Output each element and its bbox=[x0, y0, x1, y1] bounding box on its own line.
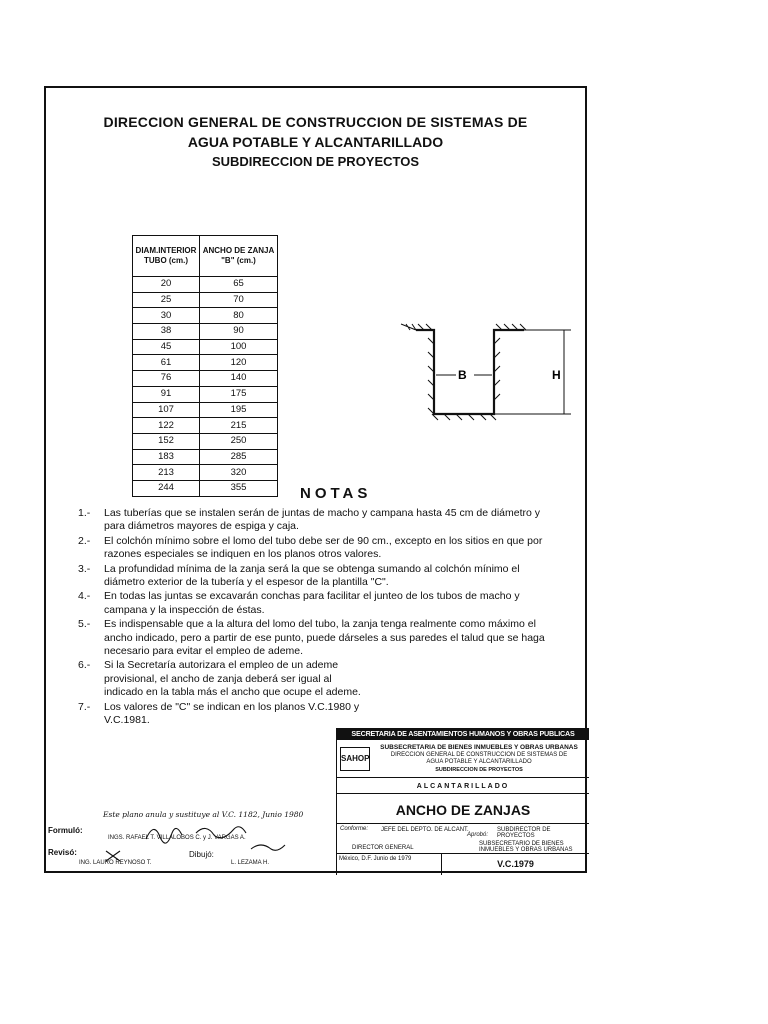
col-header-width: ANCHO DE ZANJA "B" (cm.) bbox=[200, 236, 278, 277]
label-h: H bbox=[552, 368, 561, 382]
table-row bbox=[133, 480, 278, 496]
diameter-cell: 45 bbox=[133, 339, 200, 355]
date-cell bbox=[337, 854, 442, 875]
title-block bbox=[336, 728, 589, 875]
diameter-cell: 30 bbox=[133, 308, 200, 324]
diameter-cell: 244 bbox=[133, 480, 200, 496]
annul-note: Este plano anula y sustituye al V.C. 1182, Junio 1980 bbox=[103, 810, 304, 819]
subdirector-label: SUBDIRECTOR DE PROYECTOS bbox=[497, 827, 551, 839]
drawing-sheet bbox=[44, 86, 587, 873]
width-cell: 140 bbox=[200, 371, 278, 387]
note-num: 3.- bbox=[78, 562, 91, 575]
header-line-1: DIRECCION GENERAL DE CONSTRUCCION DE SISTEMAS DE bbox=[103, 114, 528, 130]
drawing-code: V.C.1979 bbox=[497, 859, 534, 869]
agency-row bbox=[337, 740, 589, 778]
note-text: Las tuberías que se instalen serán de juntas de macho y campana hasta 45 cm de diámetro y para diámetros mayores de espiga y caja. bbox=[104, 507, 541, 533]
direccion-general: DIRECCION GENERAL DE CONSTRUCCION DE SISTEMAS DE bbox=[390, 752, 568, 758]
diameter-cell: 20 bbox=[133, 277, 200, 293]
width-cell: 80 bbox=[200, 308, 278, 324]
note-num: 6.- bbox=[78, 659, 91, 672]
jefe-label: JEFE DEL DEPTO. DE ALCANT. bbox=[381, 827, 469, 833]
note-text: El colchón mínimo sobre el lomo del tubo debe ser de 90 cm., excepto en los sitios en que por razones especiales se indiquen en los planos otros valores. bbox=[104, 534, 543, 561]
footer-row bbox=[337, 854, 589, 875]
note-4 bbox=[78, 590, 558, 617]
table-row bbox=[133, 433, 278, 449]
note-5 bbox=[78, 618, 558, 658]
note-num: 4.- bbox=[78, 590, 91, 603]
width-cell: 320 bbox=[200, 465, 278, 481]
note-num: 5.- bbox=[78, 618, 91, 631]
note-num: 7.- bbox=[78, 700, 91, 713]
trench-diagram bbox=[396, 318, 576, 436]
label-b: B bbox=[458, 368, 467, 382]
formulo-names: INGS. RAFAEL T. VILLALOBOS C. y J. VARGAS A. bbox=[108, 835, 246, 841]
diameter-cell: 107 bbox=[133, 402, 200, 418]
notes-list bbox=[78, 507, 558, 729]
signatures bbox=[46, 803, 336, 873]
table-row bbox=[133, 371, 278, 387]
notas-title: NOTAS bbox=[300, 485, 372, 502]
width-cell: 250 bbox=[200, 433, 278, 449]
note-text: La profundidad mínima de la zanja será la que se obtenga sumando al colchón mínimo el diámetro exterior de la tubería y el espesor de la plantilla "C". bbox=[104, 562, 520, 589]
width-cell: 100 bbox=[200, 339, 278, 355]
width-cell: 285 bbox=[200, 449, 278, 465]
table-row bbox=[133, 449, 278, 465]
diameter-cell: 25 bbox=[133, 292, 200, 308]
width-cell: 90 bbox=[200, 324, 278, 340]
table-row bbox=[133, 402, 278, 418]
reviso-name: ING. LAURO REYNOSO T. bbox=[79, 860, 152, 866]
signature-mark bbox=[251, 845, 285, 850]
subdireccion: SUBDIRECCION DE PROYECTOS bbox=[435, 767, 523, 773]
table-row bbox=[133, 465, 278, 481]
header-line-3: SUBDIRECCION DE PROYECTOS bbox=[211, 154, 420, 169]
note-text: Los valores de "C" se indican en los planos V.C.1980 y V.C.1981. bbox=[104, 700, 360, 727]
dibujo-name: L. LEZAMA H. bbox=[231, 860, 270, 866]
signature-mark bbox=[146, 828, 182, 843]
diameter-cell: 61 bbox=[133, 355, 200, 371]
agua-potable: AGUA POTABLE Y ALCANTARILLADO bbox=[426, 759, 532, 765]
width-cell: 175 bbox=[200, 386, 278, 402]
col-header-diameter: DIAM.INTERIOR TUBO (cm.) bbox=[133, 236, 200, 277]
subsecretario-label: SUBSECRETARIO DE BIENES INMUEBLES Y OBRAS URBANAS bbox=[479, 841, 573, 853]
formulo-label: Formuló: bbox=[48, 826, 83, 835]
width-cell: 70 bbox=[200, 292, 278, 308]
table-row bbox=[133, 277, 278, 293]
table-body bbox=[133, 277, 278, 497]
diameter-cell: 152 bbox=[133, 433, 200, 449]
note-7 bbox=[78, 701, 369, 728]
trench-width-table bbox=[132, 235, 278, 497]
width-cell: 120 bbox=[200, 355, 278, 371]
note-num: 2.- bbox=[78, 534, 91, 547]
diameter-cell: 76 bbox=[133, 371, 200, 387]
signature-mark bbox=[106, 851, 120, 861]
note-6 bbox=[78, 659, 369, 699]
sahop-logo: SAHOP bbox=[340, 747, 370, 771]
note-3 bbox=[78, 563, 558, 590]
width-cell: 195 bbox=[200, 402, 278, 418]
width-cell: 65 bbox=[200, 277, 278, 293]
table-row bbox=[133, 418, 278, 434]
drawing-title: ANCHO DE ZANJAS bbox=[337, 794, 589, 824]
diameter-cell: 183 bbox=[133, 449, 200, 465]
table-row bbox=[133, 355, 278, 371]
diameter-cell: 122 bbox=[133, 418, 200, 434]
diameter-cell: 91 bbox=[133, 386, 200, 402]
drawing-date: México, D.F. Junio de 1979 bbox=[339, 856, 412, 862]
note-2 bbox=[78, 535, 558, 562]
table-row bbox=[133, 308, 278, 324]
table-row bbox=[133, 324, 278, 340]
secretaria-banner: SECRETARIA DE ASENTAMIENTOS HUMANOS Y OBRAS PUBLICAS bbox=[337, 728, 589, 740]
table-row bbox=[133, 292, 278, 308]
note-text: En todas las juntas se excavarán conchas para facilitar el junteo de los tubos de macho y campana y la inspección de éstas. bbox=[104, 590, 520, 616]
note-1 bbox=[78, 507, 558, 534]
note-num: 1.- bbox=[78, 507, 91, 519]
table-row bbox=[133, 339, 278, 355]
width-cell: 215 bbox=[200, 418, 278, 434]
reviso-label: Revisó: bbox=[48, 848, 77, 857]
approvals-row bbox=[337, 824, 589, 854]
note-text: Es indispensable que a la altura del lomo del tubo, la zanja tenga realmente como máximo el ancho indicado, pero a partir de ese punto, puede dárseles a sus paredes el talud que se haga necesario para evitar el empleo de ademe. bbox=[104, 618, 545, 658]
alcantarillado-label: ALCANTARILLADO bbox=[337, 780, 589, 794]
aprobo-label: Aprobó: bbox=[467, 832, 489, 838]
diameter-cell: 213 bbox=[133, 465, 200, 481]
subsecretaria: SUBSECRETARIA DE BIENES INMUEBLES Y OBRAS URBANAS bbox=[380, 744, 578, 751]
signature-mark bbox=[196, 827, 246, 838]
width-cell: 355 bbox=[200, 480, 278, 496]
conforme-label: Conforme: bbox=[340, 826, 369, 832]
header-line-2: AGUA POTABLE Y ALCANTARILLADO bbox=[187, 134, 444, 150]
note-text: Si la Secretaría autorizara el empleo de un ademe provisional, el ancho de zanja deberá ser igual al indicado en la tabla más el ancho que ocupe el ademe. bbox=[104, 659, 361, 699]
table-row bbox=[133, 386, 278, 402]
diameter-cell: 38 bbox=[133, 324, 200, 340]
dibujo-label: Dibujó: bbox=[189, 850, 214, 859]
director-label: DIRECTOR GENERAL bbox=[352, 845, 414, 851]
